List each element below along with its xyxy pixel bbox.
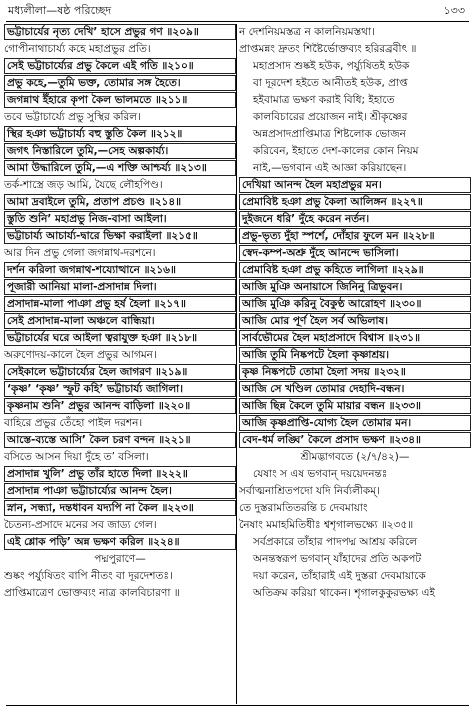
verse-line-boxed: প্রভু কহে,—তুমি ভক্ত, তোমার সঙ্গ হৈতে। bbox=[4, 75, 236, 91]
verse-line-boxed: প্রভু-ভৃত্য দুঁহা স্পর্শে, দোঁহার ফুলে মন ॥২২৮॥ bbox=[239, 228, 471, 244]
left-column bbox=[4, 24, 236, 602]
page-number: ১৩৩ bbox=[443, 3, 465, 17]
verse-line-boxed: প্রসাদান্ন-মালা পাঞা প্রভু হর্ষ হৈলা ॥২১৭॥ bbox=[4, 296, 236, 312]
verse-line-boxed: সেই ভট্টাচার্য্যের প্রভু কৈলে এই গতি ॥২১০॥ bbox=[4, 58, 236, 74]
verse-line-boxed: আজি মুঞি অনায়াসে জিনিনু ত্রিভুবন। bbox=[239, 279, 471, 295]
text-line: অনন্তস্বরূপ ভগবান্ যাঁহাদের প্রতি অকপট bbox=[253, 553, 422, 565]
verse-line-boxed: আজি মুঞি করিনু বৈকুণ্ঠ আরোহণ ॥২৩০॥ bbox=[239, 296, 471, 312]
text-line: যেষাং স এষ ভগবান্ দয়য়েদনন্তঃ bbox=[253, 468, 388, 480]
verse-line-boxed: ভট্টাচার্যের ঘরে আইলা ত্বরাযুক্ত হঞা ॥২১৮॥ bbox=[4, 330, 236, 346]
text-line: অতিক্রম করিয়া থাকেন। শৃগালকুকুরভক্ষ্য এই bbox=[253, 587, 435, 599]
verse-line-boxed: কৃষ্ণনাম শুনি’ প্রভুর আনন্দ বাড়িলা ॥২২০॥ bbox=[4, 398, 236, 414]
verse-line-boxed: স্তুতি শুনি’ মহাপ্রভু নিজ-বাসা আইলা। bbox=[4, 211, 236, 227]
verse-line-boxed: জগন্নাথ ইঁহারে কৃপা কৈল ভালমতে ॥২১১॥ bbox=[4, 92, 236, 108]
text-line: বসিতে আসন দিয়া দুঁহে ত’ বসিলা। bbox=[4, 451, 149, 463]
section-source-heading: পদ্মপুরাণে— bbox=[94, 553, 146, 565]
text-line: সর্বাত্মনাশ্রিতপদো যদি নির্ব্যলীকম্। bbox=[239, 485, 380, 497]
verse-line-boxed: আজি সে খণ্ডিল তোমার দেহাদি-বন্ধন। bbox=[239, 381, 471, 397]
verse-line-boxed: এই শ্লোক পড়ি’ অন্ন ভক্ষণ করিল ॥২২৪॥ bbox=[4, 534, 236, 550]
verse-line-boxed: দর্শন করিলা জগন্নাথ-শয্যোত্থানে ॥২১৬॥ bbox=[4, 262, 236, 278]
page-header bbox=[8, 3, 465, 19]
text-line: গোপীনাথাচার্য্য কহে মহাপ্রভুর প্রতি। bbox=[4, 43, 151, 55]
verse-line-boxed: সার্বভৌমের হৈল মহাপ্রসাদে বিশ্বাস ॥২৩১॥ bbox=[239, 330, 471, 346]
running-title: মধ্যলীলা—ষষ্ঠ পরিচ্ছেদ bbox=[8, 3, 112, 17]
verse-line-boxed: আজি ছিন্ন কৈলে তুমি মায়ার বন্ধন ॥২৩৩॥ bbox=[239, 398, 471, 414]
verse-line-boxed: সেইকালে ভট্টাচার্য্যের হৈল জাগরণ ॥২১৯॥ bbox=[4, 364, 236, 380]
verse-line-boxed: আস্তে-ব্যস্তে আসি’ কৈল চরণ বন্দন ॥২২১॥ bbox=[4, 432, 236, 448]
text-line: দয়া করেন, তাঁহারাই এই দুস্তরা দেবমায়াকে bbox=[253, 570, 426, 582]
verse-line-boxed: ভট্টাচার্যের নৃত্য দেখি’ হাসে প্রভুর গণ ॥২০৯॥ bbox=[4, 24, 236, 40]
verse-line-boxed: আজি তুমি নিষ্কপটে হৈলা কৃষ্ণাশ্রয়। bbox=[239, 347, 471, 363]
verse-line-boxed: আজি কৃষ্ণপ্রাপ্তি-যোগ্য হৈল তোমার মন। bbox=[239, 415, 471, 431]
text-line: অরুণোদয়-কালে হৈল প্রভুর আগমন। bbox=[4, 349, 157, 361]
text-line: বা দূরদেশ হইতে আনীতই হউক, প্রাপ্ত bbox=[253, 77, 408, 89]
verse-line-boxed: ভট্টাচার্য্য আচার্য্য-দ্বারে ভিক্ষা করাইলা ॥২১৫॥ bbox=[4, 228, 236, 244]
verse-line-boxed: দেখিয়া আনন্দ হৈল মহাপ্রভুর মন। bbox=[239, 177, 471, 193]
text-line: নৈষাং মমাহমিতিধীঃ শ্বশৃগালভক্ষ্যে ॥২৩৫॥ bbox=[239, 519, 414, 531]
verse-line-boxed: প্রসাদান্ন পাঞা ভট্টাচার্য্যের আনন্দ হৈল। bbox=[4, 483, 236, 499]
verse-line-boxed: ‘কৃষ্ণ’ ‘কৃষ্ণ’ স্ফুট কহি’ ভট্টাচার্য্য জাগিলা। bbox=[4, 381, 236, 397]
text-line: সর্বপ্রকারে তাঁহার পাদপদ্ম আশ্রয় করিলে bbox=[253, 536, 417, 548]
verse-line-boxed: আমা দ্রবাইলে তুমি, প্রতাপ প্রচণ্ড ॥২১৪॥ bbox=[4, 194, 236, 210]
verse-line-boxed: প্রেমাবিষ্ট হঞা প্রভু কৈলা আলিঙ্গন ॥২২৭॥ bbox=[239, 194, 471, 210]
text-line: মহাপ্রসাদ শুষ্কই হউক, পর্য্যুষিতই হউক bbox=[253, 60, 410, 72]
text-line: তে দুস্তরামতিতরন্তি চ দেবমায়াং bbox=[239, 502, 368, 514]
verse-line-boxed: প্রেমাবিষ্ট হঞা প্রভু কহিতে লাগিলা ॥২২৯॥ bbox=[239, 262, 471, 278]
right-column bbox=[239, 24, 471, 602]
text-line: তবে ভট্টাচার্য্যে প্রভু সুস্থির করিল। bbox=[4, 111, 141, 123]
text-line: তর্ক-শাস্ত্রে জড় আমি, যৈছে লৌহপিণ্ড। bbox=[4, 179, 163, 191]
text-line: অন্নপ্রসাদপ্রাপ্তিমাত্র শিষ্টলোক ভোজন bbox=[253, 128, 406, 140]
header-rule bbox=[6, 21, 469, 22]
verse-line-boxed: স্বেদ-কম্প-অশ্রু দুঁহে আনন্দে ভাসিলা। bbox=[239, 245, 471, 261]
text-line: হইবামাত্র ভক্ষণ করাই বিধি; ইহাতে bbox=[253, 94, 395, 106]
verse-line-boxed: স্নান, সন্ধ্যা, দন্তধাবন যদ্যপি না কৈল ॥২২৩॥ bbox=[4, 500, 236, 516]
verse-line-boxed: প্রসাদান্ন খুলি’ প্রভু তাঁর হাতে দিলা ॥২২২॥ bbox=[4, 466, 236, 482]
text-line: চৈতন্য-প্রসাদে মনের সব জাড্য গেল। bbox=[4, 519, 157, 531]
column-divider bbox=[236, 24, 237, 704]
verse-line-boxed: আজি মোর পূর্ণ হৈল সর্ব অভিলাষ। bbox=[239, 313, 471, 329]
text-line: প্রাপ্তিমাত্রেণ ভোক্তব্যং নাত্র কালবিচারণা ॥ bbox=[4, 587, 180, 599]
text-line: বাহিরে প্রভুর তেঁহো পাইল দরশন। bbox=[4, 417, 143, 429]
verse-line-boxed: কৃষ্ণ নিষ্কপটে তোমা হৈলা সদয় ॥২৩২॥ bbox=[239, 364, 471, 380]
verse-line-boxed: স্থির হঞা ভট্টাচার্য্য বহু স্তুতি কৈল ॥২১২॥ bbox=[4, 126, 236, 142]
verse-line-boxed: আমা উদ্ধারিলে তুমি,—এ শক্তি আশ্চর্য্য ॥২১৩॥ bbox=[4, 160, 236, 176]
text-line: শুষ্কং পর্য্যুষিতং বাপি নীতং বা দূরদেশতঃ। bbox=[4, 570, 173, 582]
verse-line-boxed: পূজারী আনিয়া মালা-প্রসাদান্ন দিলা। bbox=[4, 279, 236, 295]
section-source-heading: শ্রীমদ্ভাগবতে (২/৭/৪২)— bbox=[300, 451, 410, 463]
verse-line-boxed: সেই প্রসাদান্ন-মালা অঞ্চলে বান্ধিয়া। bbox=[4, 313, 236, 329]
text-line: নাই,—ভগবান এই আজ্ঞা করিয়াছেন। bbox=[253, 162, 407, 174]
text-line: কালবিচারের প্রয়োজন নাই। শ্রীকৃষ্ণের bbox=[253, 111, 408, 123]
verse-line-boxed: দুইজনে ধরি’ দুঁহে করেন নর্তন। bbox=[239, 211, 471, 227]
verse-line-boxed: জগৎ নিস্তারিলে তুমি,—সেহ অল্পকার্য্য। bbox=[4, 143, 236, 159]
text-line: ন দেশনিয়মস্তত্র ন কালনিয়মস্তথা। bbox=[239, 26, 375, 38]
verse-line-boxed: বেদ-ধর্ম লঙ্ঘি’ কৈলে প্রসাদ ভক্ষণ ॥২৩৪॥ bbox=[239, 432, 471, 448]
text-line: প্রাপ্তমন্নং দ্রুতং শিষ্টৈর্ভোক্তব্যং হরিরব্রবীৎ ॥ bbox=[239, 43, 417, 55]
text-line: করিবেন, ইহাতে দেশ-কালের কোন নিয়ম bbox=[253, 145, 419, 157]
footer-rule bbox=[6, 705, 469, 706]
text-line: আর দিন প্রভু গেলা জগন্নাথ-দরশনে। bbox=[4, 247, 156, 259]
